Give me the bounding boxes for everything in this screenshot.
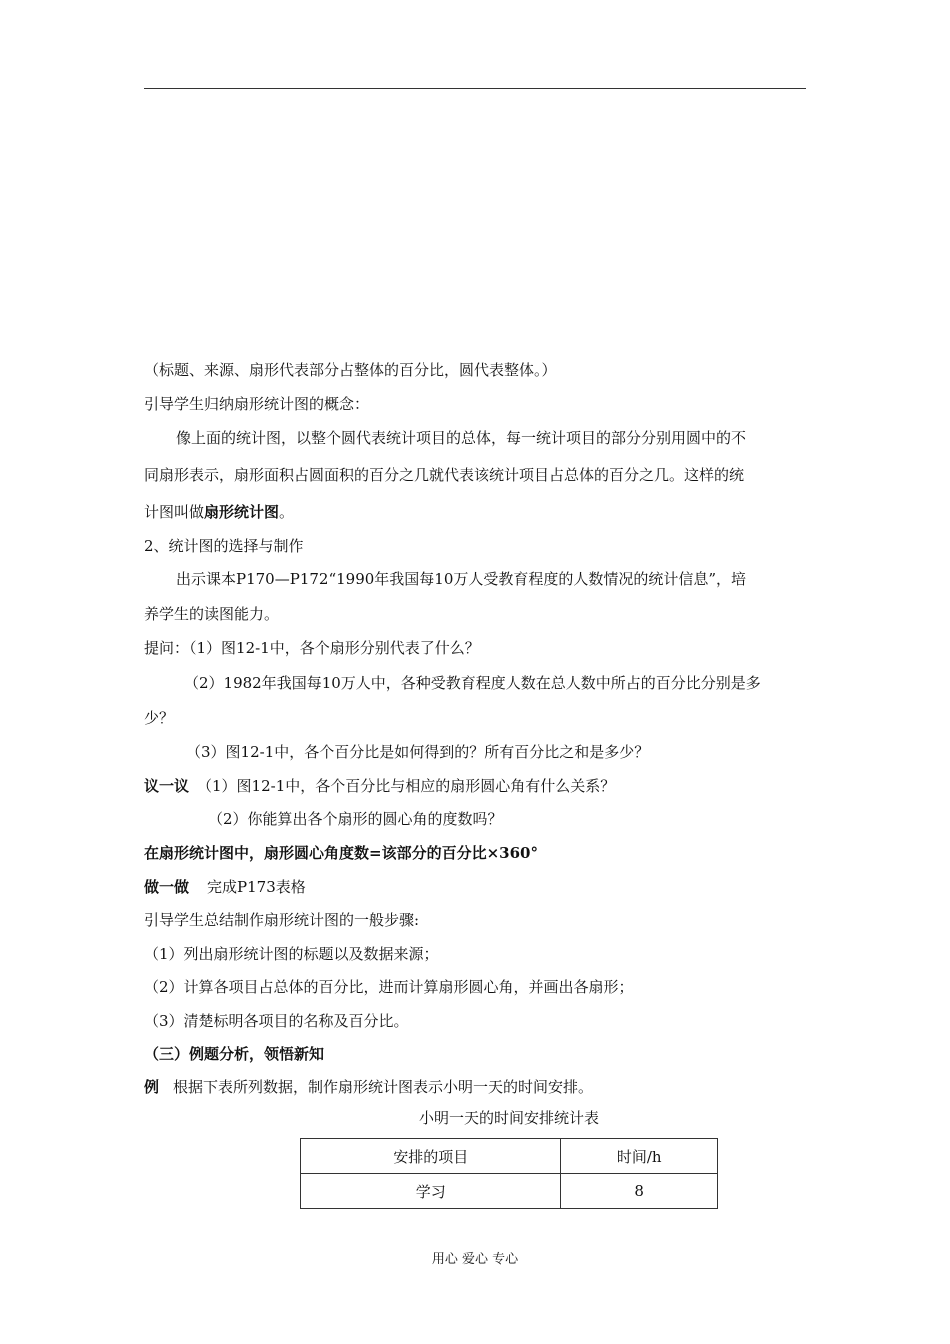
steps-intro: 引导学生总结制作扇形统计图的一般步骤: (144, 911, 420, 929)
section2-line1: 出示课本P170—P172“1990年我国每10万人受教育程度的人数情况的统计信息”，培 (176, 570, 747, 588)
table-header-item: 安排的项目 (301, 1139, 561, 1174)
table-cell-time: 8 (561, 1174, 718, 1209)
question-2-line2: 少？ (144, 709, 175, 727)
concept-prefix: 计图叫做 (144, 503, 205, 521)
concept-term: 扇形统计图 (204, 503, 280, 521)
paragraph-note: （标题、来源、扇形代表部分占整体的百分比，圆代表整体。） (144, 361, 557, 379)
do-it-label: 做一做 (144, 878, 190, 896)
discuss-q2: （2）你能算出各个扇形的圆心角的度数吗？ (208, 810, 503, 828)
example-line (144, 1077, 593, 1097)
paragraph-concept-3 (144, 502, 294, 522)
do-it-line (144, 877, 306, 897)
step-1: （1）列出扇形统计图的标题以及数据来源； (144, 945, 439, 963)
discuss-label: 议一议 (144, 777, 190, 795)
example-label: 例 (144, 1078, 160, 1096)
section2-heading: 2、统计图的选择与制作 (144, 537, 304, 555)
table-caption: 小明一天的时间安排统计表 (418, 1109, 599, 1127)
do-it-text: 完成P173表格 (207, 878, 306, 896)
paragraph-concept-2: 同扇形表示，扇形面积占圆面积的百分之几就代表该统计项目占总体的百分之几。这样的统 (144, 466, 745, 484)
paragraph-guide: 引导学生归纳扇形统计图的概念： (144, 395, 370, 413)
header-rule (144, 88, 806, 89)
example-text: 根据下表所列数据，制作扇形统计图表示小明一天的时间安排。 (173, 1078, 594, 1096)
table-cell-item: 学习 (301, 1174, 561, 1209)
paragraph-concept-1: 像上面的统计图，以整个圆代表统计项目的总体，每一统计项目的部分分别用圆中的不 (176, 429, 747, 447)
table-header-row (301, 1139, 718, 1174)
step-3: （3）清楚标明各项目的名称及百分比。 (144, 1012, 409, 1030)
section3-heading: （三）例题分析，领悟新知 (144, 1045, 325, 1063)
discuss-q1: （1）图12-1中，各个百分比与相应的扇形圆心角有什么关系？ (197, 777, 616, 795)
formula: 在扇形统计图中，扇形圆心角度数=该部分的百分比×360° (144, 844, 538, 862)
question-3: （3）图12-1中，各个百分比是如何得到的？所有百分比之和是多少？ (186, 743, 650, 761)
step-2: （2）计算各项目占总体的百分比，进而计算扇形圆心角，并画出各扇形； (144, 978, 634, 996)
section2-line2: 养学生的读图能力。 (144, 605, 280, 623)
question-1: 提问：（1）图12-1中，各个扇形分别代表了什么？ (144, 639, 480, 657)
page-footer: 用心 爱心 专心 (431, 1252, 519, 1267)
table-header-time: 时间/h (561, 1139, 718, 1174)
question-2-line1: （2）1982年我国每10万人中，各种受教育程度人数在总人数中所占的百分比分别是多 (184, 674, 761, 692)
table-row (301, 1174, 718, 1209)
time-table (300, 1138, 718, 1209)
discuss-line1 (144, 776, 615, 796)
concept-suffix: 。 (279, 503, 295, 521)
